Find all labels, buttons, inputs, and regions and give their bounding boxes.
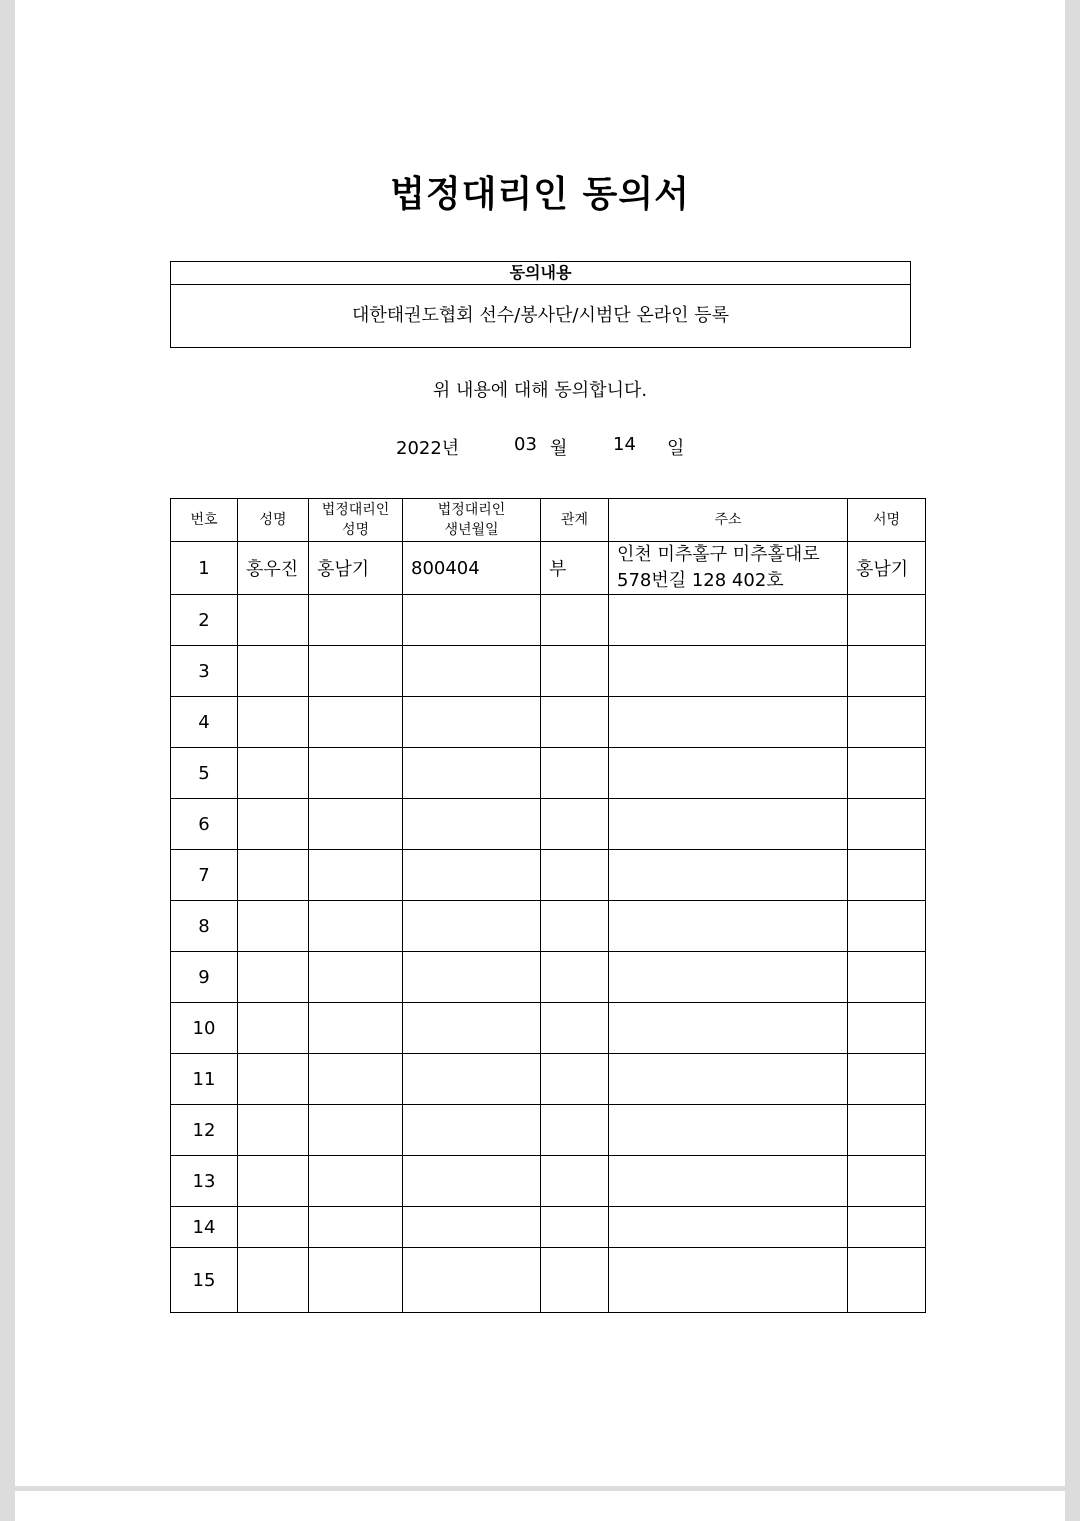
header-name: 성명 [238, 499, 309, 542]
cell-address [609, 1054, 848, 1105]
table-row [171, 646, 926, 697]
table-row [171, 595, 926, 646]
header-no: 번호 [171, 499, 238, 542]
table-row [171, 1207, 926, 1248]
cell-relation [541, 748, 609, 799]
document-title: 법정대리인 동의서 [390, 174, 690, 215]
cell-signature [848, 1003, 926, 1054]
cell-relation [541, 595, 609, 646]
cell-address [609, 901, 848, 952]
cell-guardian-birth [403, 1248, 541, 1313]
cell-name: 홍우진 [238, 542, 309, 595]
cell-guardian-name [309, 1054, 403, 1105]
table-row [171, 1003, 926, 1054]
cell-relation [541, 1207, 609, 1248]
table-row [171, 1054, 926, 1105]
date-day: 14 [613, 434, 636, 455]
cell-address [609, 1156, 848, 1207]
table-row [171, 850, 926, 901]
header-guardian-birth [403, 499, 541, 542]
header-signature: 서명 [848, 499, 926, 542]
cell-address [609, 646, 848, 697]
cell-name [238, 1054, 309, 1105]
cell-name [238, 952, 309, 1003]
cell-signature: 홍남기 [848, 542, 926, 595]
cell-signature [848, 1156, 926, 1207]
cell-guardian-birth [403, 850, 541, 901]
cell-no: 15 [171, 1248, 238, 1313]
cell-relation [541, 1248, 609, 1313]
cell-guardian-birth [403, 1003, 541, 1054]
cell-no: 13 [171, 1156, 238, 1207]
cell-name [238, 1003, 309, 1054]
cell-relation [541, 1003, 609, 1054]
cell-relation [541, 1054, 609, 1105]
consent-box [170, 261, 911, 348]
cell-no: 4 [171, 697, 238, 748]
header-guardian-birth-line1: 법정대리인 [437, 502, 506, 518]
cell-signature [848, 952, 926, 1003]
cell-signature [848, 1248, 926, 1313]
cell-guardian-name [309, 697, 403, 748]
cell-address [609, 1207, 848, 1248]
cell-guardian-birth [403, 595, 541, 646]
cell-no: 8 [171, 901, 238, 952]
cell-guardian-name [309, 1207, 403, 1248]
cell-name [238, 748, 309, 799]
cell-guardian-birth [403, 799, 541, 850]
cell-guardian-name [309, 748, 403, 799]
cell-relation [541, 901, 609, 952]
cell-relation [541, 799, 609, 850]
cell-guardian-birth [403, 646, 541, 697]
table-row [171, 901, 926, 952]
cell-signature [848, 850, 926, 901]
cell-guardian-name [309, 901, 403, 952]
cell-signature [848, 1105, 926, 1156]
cell-guardian-name [309, 1248, 403, 1313]
cell-address [609, 748, 848, 799]
cell-no: 10 [171, 1003, 238, 1054]
table-row [171, 1156, 926, 1207]
guardian-table [170, 498, 926, 1313]
header-guardian-birth-line2: 생년월일 [444, 522, 499, 538]
cell-guardian-birth [403, 1156, 541, 1207]
agree-statement: 위 내용에 대해 동의합니다. [432, 380, 648, 401]
cell-address [609, 1248, 848, 1313]
cell-relation [541, 646, 609, 697]
cell-guardian-birth [403, 748, 541, 799]
cell-name [238, 697, 309, 748]
cell-address [609, 1105, 848, 1156]
cell-name [238, 1156, 309, 1207]
cell-relation: 부 [541, 542, 609, 595]
table-row [171, 542, 926, 595]
cell-signature [848, 901, 926, 952]
cell-guardian-name [309, 1105, 403, 1156]
cell-no: 9 [171, 952, 238, 1003]
next-document-page [15, 1491, 1065, 1521]
cell-no: 2 [171, 595, 238, 646]
cell-no: 14 [171, 1207, 238, 1248]
cell-guardian-name [309, 799, 403, 850]
table-row [171, 1248, 926, 1313]
cell-relation [541, 1105, 609, 1156]
cell-no: 12 [171, 1105, 238, 1156]
cell-address: 인천 미추홀구 미추홀대로 578번길 128 402호 [609, 542, 848, 595]
cell-address [609, 595, 848, 646]
table-row [171, 952, 926, 1003]
cell-address [609, 952, 848, 1003]
cell-relation [541, 697, 609, 748]
cell-no: 1 [171, 542, 238, 595]
date-month-unit: 월 [550, 438, 568, 459]
date-day-unit: 일 [667, 438, 685, 459]
header-guardian-name [309, 499, 403, 542]
date-year: 2022년 [396, 438, 460, 459]
cell-relation [541, 952, 609, 1003]
cell-relation [541, 1156, 609, 1207]
cell-name [238, 1105, 309, 1156]
cell-no: 11 [171, 1054, 238, 1105]
consent-header: 동의내용 [171, 262, 910, 285]
cell-guardian-birth [403, 952, 541, 1003]
cell-guardian-birth [403, 901, 541, 952]
cell-name [238, 901, 309, 952]
header-guardian-name-line1: 법정대리인 [321, 502, 390, 518]
cell-no: 7 [171, 850, 238, 901]
cell-guardian-birth: 800404 [403, 542, 541, 595]
cell-signature [848, 697, 926, 748]
cell-signature [848, 1207, 926, 1248]
cell-address [609, 1003, 848, 1054]
consent-content: 대한태권도협회 선수/봉사단/시범단 온라인 등록 [351, 305, 730, 326]
table-row [171, 748, 926, 799]
cell-guardian-birth [403, 1105, 541, 1156]
cell-guardian-name [309, 595, 403, 646]
cell-no: 5 [171, 748, 238, 799]
cell-signature [848, 646, 926, 697]
cell-signature [848, 799, 926, 850]
cell-guardian-name: 홍남기 [309, 542, 403, 595]
cell-name [238, 595, 309, 646]
table-row [171, 1105, 926, 1156]
cell-no: 3 [171, 646, 238, 697]
header-relation: 관계 [541, 499, 609, 542]
cell-guardian-birth [403, 1054, 541, 1105]
header-guardian-name-line2: 성명 [341, 522, 370, 538]
cell-guardian-name [309, 1003, 403, 1054]
cell-name [238, 1207, 309, 1248]
cell-guardian-name [309, 1156, 403, 1207]
cell-relation [541, 850, 609, 901]
cell-signature [848, 595, 926, 646]
table-row [171, 697, 926, 748]
cell-guardian-name [309, 850, 403, 901]
cell-no: 6 [171, 799, 238, 850]
cell-name [238, 850, 309, 901]
cell-address [609, 799, 848, 850]
cell-address [609, 697, 848, 748]
cell-guardian-name [309, 646, 403, 697]
cell-name [238, 646, 309, 697]
cell-guardian-birth [403, 697, 541, 748]
table-header-row [171, 499, 926, 542]
cell-name [238, 799, 309, 850]
table-row [171, 799, 926, 850]
cell-guardian-name [309, 952, 403, 1003]
header-address: 주소 [609, 499, 848, 542]
cell-signature [848, 748, 926, 799]
cell-signature [848, 1054, 926, 1105]
cell-name [238, 1248, 309, 1313]
date-month: 03 [514, 434, 537, 455]
cell-address [609, 850, 848, 901]
cell-guardian-birth [403, 1207, 541, 1248]
